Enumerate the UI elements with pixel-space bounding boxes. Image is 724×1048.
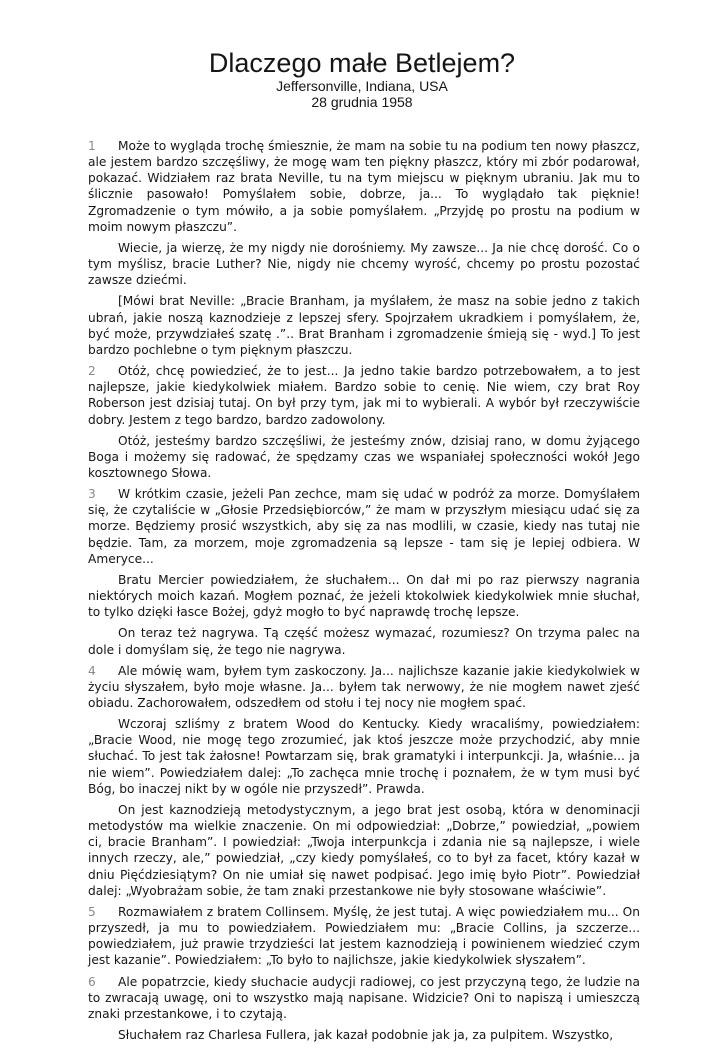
paragraph-text: Ale mówię wam, byłem tym zaskoczony. Ja... najlichsze kazanie jakie kiedykolwiek w życiu słyszałem, było moje własne. Ja... byłem tak nerwowy, że nie mogłem nawet zjeść obiadu. Zachorowałem, odszedłem od stołu i tej nocy nie mogłem spać. <box>88 663 640 710</box>
paragraph <box>88 1027 640 1043</box>
paragraph-text: Wczoraj szliśmy z bratem Wood do Kentucky. Kiedy wracaliśmy, powiedziałem: „Bracie Wood, nie mogę tego zrozumieć, jak ktoś jeszcze może przychodzić, aby mnie słuchać. To jest tak żałosne! Powtarzam się, brak gramatyki i interpunkcji. Ja, właśnie... ja nie wiem”. Powiedziałem dalej: „To zachęca mnie trochę i poznałem, że w tym musi być Bóg, bo inaczej nikt by w ogóle nie przyszedł”. Prawda. <box>88 717 640 796</box>
paragraph-number: 2 <box>88 364 96 379</box>
paragraph-number: 4 <box>88 663 96 678</box>
paragraph <box>88 974 640 1022</box>
paragraph <box>88 363 640 428</box>
sermon-body <box>88 138 640 1048</box>
paragraph-text: Rozmawiałem z bratem Collinsem. Myślę, że jest tutaj. A więc powiedziałem mu... On przyszedł, ja mu to powiedziałem. Powiedziałem mu: „Bracie Collins, ja szczerze... powiedziałem, już prawie trzydzieści lat jestem kaznodzieją i powinienem wiedzieć czym jest kazanie”. Powiedziałem: „To było to najlichsze, jakie kiedykolwiek słyszałem”. <box>88 904 640 968</box>
paragraph <box>88 904 640 969</box>
paragraph-text: Słuchałem raz Charlesa Fullera, jak kazał podobnie jak ja, za pulpitem. Wszystko, <box>118 1027 614 1042</box>
paragraph-number: 6 <box>88 974 96 989</box>
paragraph <box>88 433 640 481</box>
paragraph <box>88 802 640 899</box>
paragraph-text: Otóż, chcę powiedzieć, że to jest... Ja jedno takie bardzo potrzebowałem, a to jest najlepsze, jakie kiedykolwiek miałem. Bardzo sobie to cenię. Nie wiem, czy brat Roy Roberson jest dzisiaj tutaj. On był przy tym, jak mi to wybierali. A wybór był rzeczywiście dobry. Jestem z tego bardzo, bardzo zadowolony. <box>88 364 640 427</box>
page-title: Dlaczego małe Betlejem? <box>208 48 516 78</box>
paragraph-number: 5 <box>88 904 96 919</box>
paragraph-text: On teraz też nagrywa. Tą część możesz wymazać, rozumiesz? On trzyma palec na dole i domyślam się, że tego nie nagrywa. <box>88 626 640 657</box>
paragraph-text: Wiecie, ja wierzę, że my nigdy nie dorośniemy. My zawsze... Ja nie chcę dorość. Co o tym myślisz, bracie Luther? Nie, nigdy nie chcemy wyrość, chcemy po prostu pozostać zawsze dziećmi. <box>88 240 640 288</box>
paragraph-text: On jest kaznodzieją metodystycznym, a jego brat jest osobą, która w denominacji metodystów ma wielkie znaczenie. On mi odpowiedział: „Dobrze,” powiedział, „powiem ci, bracie Branham”. I powiedział: „Twoja interpunkcja i zdania nie są najlepsze, i wiele innych rzeczy, ale,” powiedział, „czy kiedy pomyślałeś, co to był za facet, który kazał w dniu Pięćdziesiątym? On nie umiał się nawet podpisać. Jego imię było Piotr”. Powiedział dalej: „Wyobrażam sobie, że tam znaki przestankowe nie były stosowane właściwie”. <box>88 802 640 898</box>
paragraph-text: W krótkim czasie, jeżeli Pan zechce, mam się udać w podróż za morze. Domyślałem się, że czytaliście w „Głosie Przedsiębiorców,” że mam w przyszłym miesiącu udać się za morze. Będziemy prosić wszystkich, aby się za nas modlili, w czasie, kiedy nas tutaj nie będzie. Tam, za morzem, moje zgromadzenia są lepsze - tam się je lepiej odbiera. W Ameryce... <box>88 487 640 566</box>
paragraph-text: Bratu Mercier powiedziałem, że słuchałem... On dał mi po raz pierwszy nagrania niektórych moich kazań. Mogłem poznać, że jeżeli ktokolwiek kiedykolwiek mnie słuchał, to tylko dzięki łasce Bożej, gdyż mogło to być naprawdę trochę lepsze. <box>88 572 640 620</box>
paragraph-text: Ale popatrzcie, kiedy słuchacie audycji radiowej, co jest przyczyną tego, że ludzie na to zwracają uwagę, oni to wszystko mają napisane. Widzicie? Oni to napiszą i umieszczą znaki przestankowe, i to czytają. <box>88 974 640 1021</box>
paragraph-text: [Mówi brat Neville: „Bracie Branham, ja myślałem, że masz na sobie jedno z takich ubrań, jakie noszą kaznodzieje z lepszej sfery. Spojrzałem ukradkiem i pomyślałem, że, być może, przywdziałeś szatę .”.. Brat Branham i zgromadzenie śmieją się - wyd.] To jest bardzo pochlebne o tym pięknym płaszczu. <box>88 294 640 357</box>
paragraph <box>88 625 640 657</box>
paragraph-text: Może to wygląda trochę śmiesznie, że mam na sobie tu na podium ten nowy płaszcz, ale jestem bardzo szczęśliwy, że mogę wam ten piękny płaszcz, który mi zbór podarował, pokazać. Widziałem raz brata Neville, tu na tym miejscu w pięknym ubraniu. Jak mu to ślicznie pasowało! Pomyślałem sobie, dobrze, ja... To wyglądało tak pięknie! Zgromadzenie o tym mówiło, a ja sobie pomyślałem. „Przyjdę po prostu na podium w moim nowym płaszczu”. <box>88 139 640 234</box>
paragraph-text: Otóż, jesteśmy bardzo szczęśliwi, że jesteśmy znów, dzisiaj rano, w domu żyjącego Boga i możemy się radować, że spędzamy czas we wspaniałej społeczności wokół Jego kosztownego Słowa. <box>88 433 640 480</box>
paragraph-number: 1 <box>88 139 96 153</box>
paragraph <box>88 486 640 567</box>
paragraph <box>88 240 640 288</box>
paragraph-number: 3 <box>88 487 96 502</box>
paragraph <box>88 293 640 358</box>
paragraph <box>88 716 640 797</box>
paragraph <box>88 138 640 235</box>
sermon-date: 28 grudnia 1958 <box>311 94 413 110</box>
paragraph <box>88 663 640 711</box>
paragraph <box>88 572 640 620</box>
sermon-location: Jeffersonville, Indiana, USA <box>276 78 448 94</box>
